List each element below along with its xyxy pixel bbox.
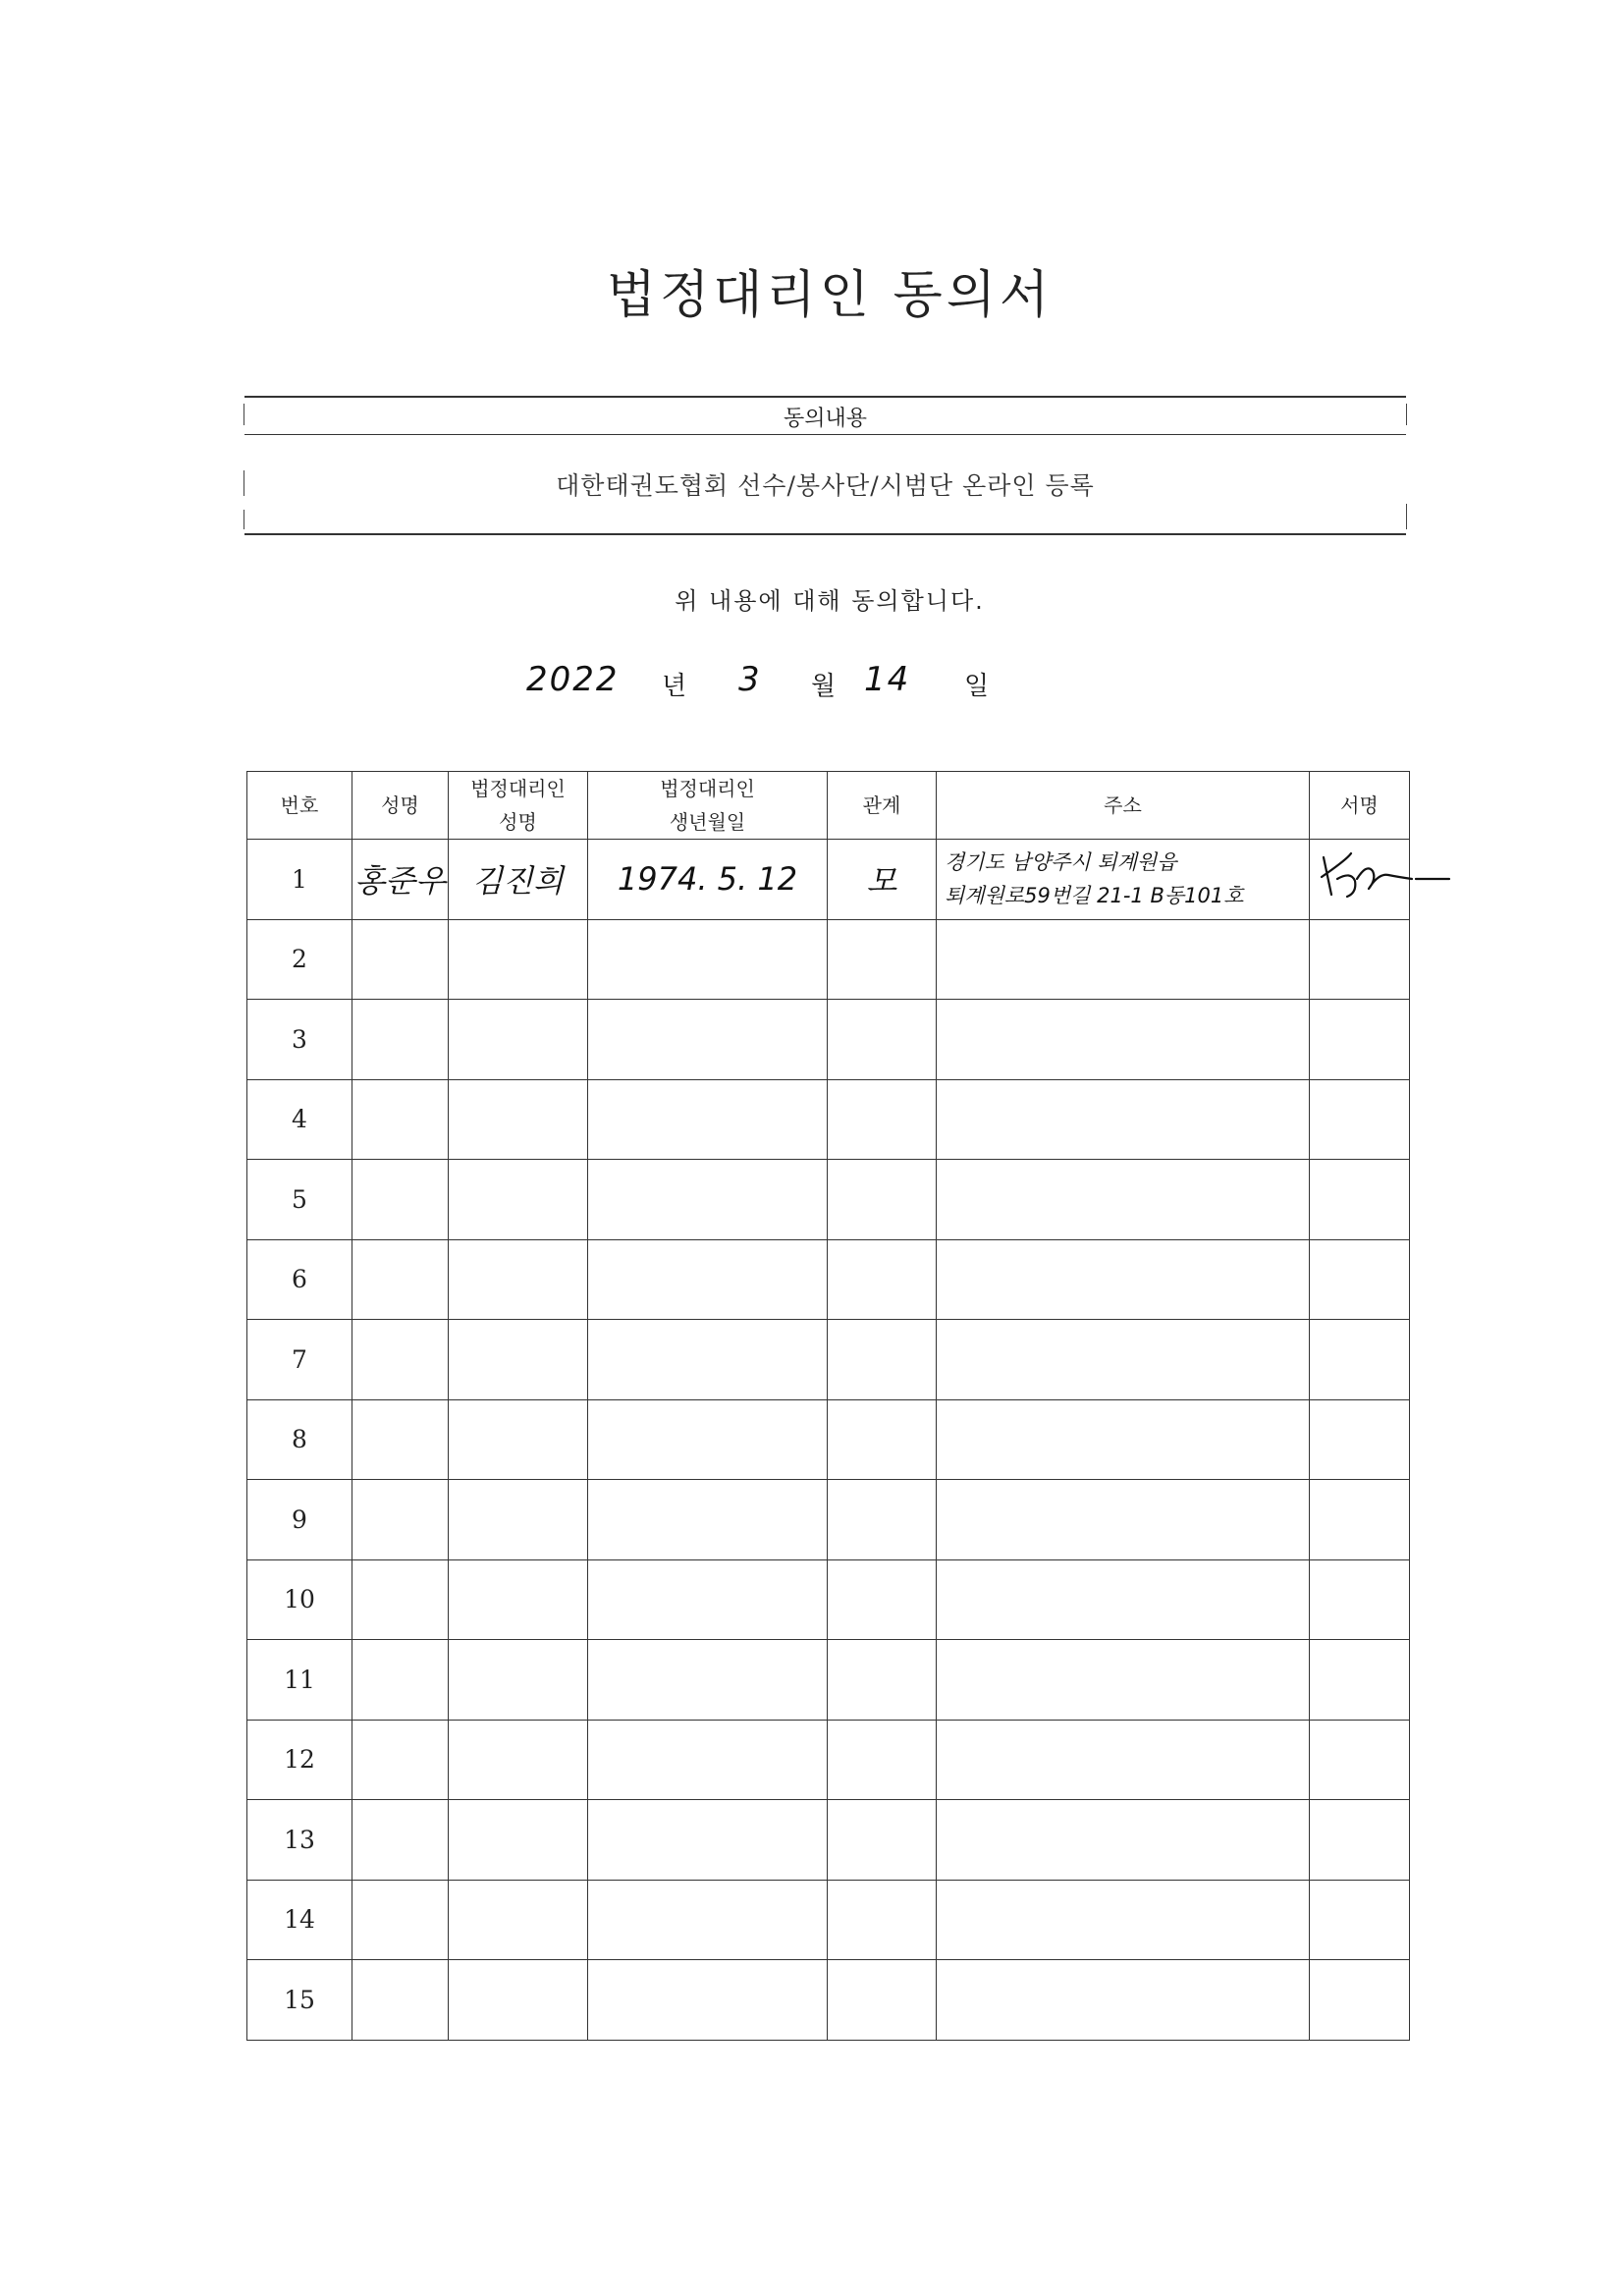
table-row: [247, 1320, 1410, 1400]
row-signature: [1310, 1880, 1410, 1960]
row-relation: [828, 1079, 937, 1160]
handwritten-signature-icon: [1318, 849, 1455, 908]
row-guardian-name: [449, 1800, 588, 1881]
table-row: [247, 1079, 1410, 1160]
row-signature: [1310, 1160, 1410, 1240]
row-guardian-birth: [588, 1800, 828, 1881]
row-address-line2: 퇴계원로59번길 21-1 B동101호: [945, 884, 1244, 908]
row-guardian-name: [449, 1559, 588, 1640]
row-number: 1: [247, 840, 352, 920]
header-guardian-name: [449, 772, 588, 840]
row-guardian-name: [449, 1399, 588, 1480]
row-guardian-birth: [588, 1960, 828, 2041]
row-address: [937, 1000, 1310, 1080]
row-relation: [828, 1559, 937, 1640]
row-name: [352, 1559, 449, 1640]
row-signature: [1310, 1960, 1410, 2041]
row-guardian-birth: [588, 1399, 828, 1480]
row-guardian-birth: [588, 1239, 828, 1320]
row-address: [937, 1720, 1310, 1800]
row-name: [352, 1399, 449, 1480]
table-row: [247, 1239, 1410, 1320]
row-name: [352, 1320, 449, 1400]
row-signature: [1310, 1239, 1410, 1320]
row-guardian-name: [449, 1239, 588, 1320]
row-address: [937, 1640, 1310, 1721]
date-day-unit: 일: [964, 672, 990, 701]
row-guardian-name: [449, 1320, 588, 1400]
row-relation: [828, 1480, 937, 1560]
date-month: 3: [738, 660, 762, 699]
row-relation: [828, 1960, 937, 2041]
row-guardian-name: [449, 1960, 588, 2041]
guardian-table: [246, 771, 1410, 2041]
row-signature: [1310, 1000, 1410, 1080]
row-address: [937, 840, 1310, 920]
row-signature: [1310, 1079, 1410, 1160]
row-relation: [828, 1160, 937, 1240]
table-row: [247, 919, 1410, 1000]
row-number: 4: [247, 1079, 352, 1160]
row-relation: [828, 1000, 937, 1080]
row-name: [352, 1720, 449, 1800]
row-signature: [1310, 919, 1410, 1000]
row-address: [937, 1399, 1310, 1480]
header-signature: 서명: [1310, 772, 1410, 840]
row-number: 12: [247, 1720, 352, 1800]
row-signature: [1310, 1800, 1410, 1881]
row-number: 2: [247, 919, 352, 1000]
consent-box: [244, 396, 1406, 535]
row-name: [352, 1079, 449, 1160]
row-signature: [1310, 1720, 1410, 1800]
row-guardian-birth: [588, 919, 828, 1000]
header-name: 성명: [352, 772, 449, 840]
row-guardian-birth: [588, 1640, 828, 1721]
row-name: [352, 1800, 449, 1881]
row-number: 10: [247, 1559, 352, 1640]
row-relation: [828, 1800, 937, 1881]
row-address: [937, 1559, 1310, 1640]
row-relation: [828, 1720, 937, 1800]
table-header-row: [247, 772, 1410, 840]
row-guardian-birth: [588, 1320, 828, 1400]
row-guardian-birth: [588, 1079, 828, 1160]
row-name: [352, 1960, 449, 2041]
row-address: [937, 1079, 1310, 1160]
row-relation: [828, 1239, 937, 1320]
table-row: [247, 1000, 1410, 1080]
date-year-unit: 년: [662, 672, 687, 701]
date-day: 14: [864, 660, 911, 699]
row-guardian-birth: [588, 1559, 828, 1640]
row-name: [352, 1880, 449, 1960]
row-address: [937, 1960, 1310, 2041]
header-relation: 관계: [828, 772, 937, 840]
row-address: [937, 1880, 1310, 1960]
row-number: 15: [247, 1960, 352, 2041]
row-number: 3: [247, 1000, 352, 1080]
row-address-line1: 경기도 남양주시 퇴계원읍: [945, 850, 1177, 875]
table-row: [247, 1640, 1410, 1721]
row-guardian-name: [449, 1160, 588, 1240]
row-address: [937, 1320, 1310, 1400]
header-guardian-name-line2: 성명: [499, 810, 537, 834]
header-number: 번호: [247, 772, 352, 840]
row-number: 13: [247, 1800, 352, 1881]
row-guardian-name: [449, 919, 588, 1000]
table-row: [247, 840, 1410, 920]
row-guardian-name: 김진희: [449, 840, 588, 920]
row-number: 9: [247, 1480, 352, 1560]
row-guardian-birth: [588, 1720, 828, 1800]
table-row: [247, 1720, 1410, 1800]
header-guardian-birth-line1: 법정대리인: [660, 777, 755, 800]
table-row: [247, 1960, 1410, 2041]
row-guardian-birth: [588, 1000, 828, 1080]
row-address: [937, 1239, 1310, 1320]
row-name: [352, 1000, 449, 1080]
row-name: [352, 1239, 449, 1320]
table-row: [247, 1160, 1410, 1240]
row-name: [352, 1160, 449, 1240]
row-relation: [828, 1320, 937, 1400]
consent-header: 동의내용: [783, 407, 867, 431]
box-right-tick-bottom: [1406, 504, 1407, 529]
row-relation: [828, 919, 937, 1000]
row-guardian-birth: [588, 1160, 828, 1240]
header-address: 주소: [937, 772, 1310, 840]
row-signature: [1310, 1480, 1410, 1560]
table-row: [247, 1880, 1410, 1960]
date-year: 2022: [526, 660, 620, 699]
row-number: 11: [247, 1640, 352, 1721]
date-month-unit: 월: [811, 672, 837, 701]
table-row: [247, 1559, 1410, 1640]
row-address: [937, 1800, 1310, 1881]
header-guardian-name-line1: 법정대리인: [470, 777, 566, 800]
row-name: [352, 919, 449, 1000]
row-guardian-name: [449, 1000, 588, 1080]
row-guardian-name: [449, 1880, 588, 1960]
row-number: 14: [247, 1880, 352, 1960]
row-relation: [828, 1399, 937, 1480]
header-guardian-birth: [588, 772, 828, 840]
row-address: [937, 1480, 1310, 1560]
row-name: [352, 1480, 449, 1560]
row-number: 7: [247, 1320, 352, 1400]
table-row: [247, 1480, 1410, 1560]
row-signature: [1310, 1320, 1410, 1400]
table-row: [247, 1800, 1410, 1881]
row-guardian-birth: 1974. 5. 12: [588, 840, 828, 920]
row-signature: [1310, 1399, 1410, 1480]
row-guardian-name: [449, 1720, 588, 1800]
row-address: [937, 1160, 1310, 1240]
row-guardian-birth: [588, 1880, 828, 1960]
row-guardian-name: [449, 1079, 588, 1160]
box-right-tick-top: [1406, 404, 1407, 425]
row-guardian-birth: [588, 1480, 828, 1560]
row-name: 홍준우: [352, 840, 449, 920]
row-number: 6: [247, 1239, 352, 1320]
row-relation: [828, 1640, 937, 1721]
row-signature: [1310, 840, 1410, 920]
row-number: 8: [247, 1399, 352, 1480]
row-signature: [1310, 1559, 1410, 1640]
row-name: [352, 1640, 449, 1721]
agree-statement: 위 내용에 대해 동의합니다.: [675, 587, 985, 615]
row-relation: 모: [828, 840, 937, 920]
consent-divider: [244, 434, 1406, 435]
row-guardian-name: [449, 1640, 588, 1721]
row-number: 5: [247, 1160, 352, 1240]
table-row: [247, 1399, 1410, 1480]
row-address: [937, 919, 1310, 1000]
row-guardian-name: [449, 1480, 588, 1560]
header-guardian-birth-line2: 생년월일: [669, 810, 746, 834]
consent-body: 대한태권도협회 선수/봉사단/시범단 온라인 등록: [556, 471, 1095, 500]
row-relation: [828, 1880, 937, 1960]
document-title: 법정대리인 동의서: [606, 266, 1054, 325]
row-signature: [1310, 1640, 1410, 1721]
